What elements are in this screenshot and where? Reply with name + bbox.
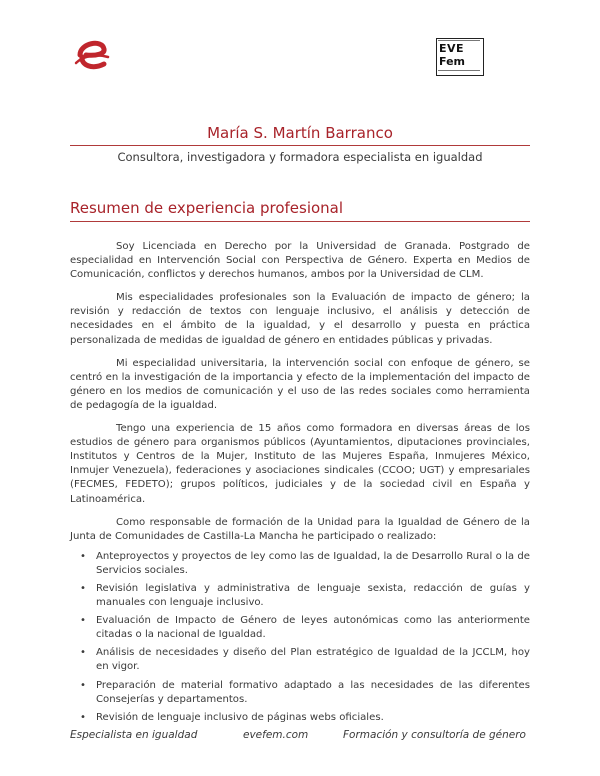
footer-right: Formación y consultoría de género bbox=[343, 729, 526, 741]
list-item bbox=[80, 711, 530, 725]
author-name: María S. Martín Barranco bbox=[207, 124, 393, 142]
document-body bbox=[70, 240, 530, 729]
list-item-text: Revisión legislativa y administrativa de lenguaje sexista, redacción de guías y manuales con lenguaje inclusivo. bbox=[96, 582, 530, 609]
list-item-text: Revisión de lenguaje inclusivo de páginas webs oficiales. bbox=[96, 711, 384, 723]
evefem-logo-eve: EVE bbox=[439, 42, 465, 55]
evefem-logo-topline bbox=[438, 40, 480, 41]
list-item bbox=[80, 550, 530, 578]
title-divider bbox=[70, 145, 530, 146]
bullet-icon: • bbox=[80, 647, 86, 659]
list-item-text: Evaluación de Impacto de Género de leyes autonómicas como las anteriormente citadas o la nacional de Igualdad. bbox=[96, 615, 530, 641]
author-subtitle: Consultora, investigadora y formadora especialista en igualdad bbox=[117, 150, 483, 164]
paragraph: Tengo una experiencia de 15 años como formadora en diversas áreas de los estudios de género para organismos públicos (Ayuntamientos, diputaciones provinciales, Institutos y Centros de la Mujer, Instituto de las Mujeres España, Inmujeres México, Inmujer Venezuela), federaciones y asociaciones sindicales (CCOO; UGT) y empresariales (FECMES, FEDETO); grupos políticos, judiciales y de la sociedad civil en España y Latinoamérica. bbox=[70, 423, 530, 505]
bullet-icon: • bbox=[80, 711, 86, 723]
evefem-logo-fem: Fem bbox=[439, 55, 465, 68]
list-item bbox=[80, 679, 530, 707]
list-item bbox=[80, 614, 530, 642]
footer-left: Especialista en igualdad bbox=[70, 729, 198, 741]
paragraph: Mi especialidad universitaria, la intervención social con enfoque de género, se centró en la investigación de la importancia y efecto de la implementación del impacto de género en los medios de comunicación y el uso de las redes sociales como herramienta de pedagogía de la igualdad. bbox=[70, 357, 530, 411]
e-swirl-logo-icon bbox=[72, 33, 112, 73]
bullet-icon: • bbox=[80, 615, 86, 627]
footer-website[interactable]: evefem.com bbox=[243, 729, 309, 741]
activities-list bbox=[70, 550, 530, 725]
section-divider bbox=[70, 221, 530, 222]
paragraph: Mis especialidades profesionales son la Evaluación de impacto de género; la revisión y redacción de textos con lenguaje inclusivo, el análisis y detección de necesidades en el ámbito de la igualdad, y el desarrollo y puesta en práctica personalizada de medidas de igualdad de género en entidades públicas y privadas. bbox=[70, 292, 530, 346]
section-heading: Resumen de experiencia profesional bbox=[70, 199, 344, 217]
list-item-text: Preparación de material formativo adaptado a las necesidades de las diferentes Consejerías y departamentos. bbox=[96, 679, 530, 705]
bullet-icon: • bbox=[80, 550, 86, 562]
evefem-logo-bottomline bbox=[438, 70, 480, 71]
list-item-text: Análisis de necesidades y diseño del Plan estratégico de Igualdad de la JCCLM, hoy en vigor. bbox=[96, 647, 530, 673]
paragraph: Soy Licenciada en Derecho por la Universidad de Granada. Postgrado de especialidad en Intervención Social con Perspectiva de Género. Experta en Medios de Comunicación, conflictos y derechos humanos, ambos por la Universidad de CLM. bbox=[70, 241, 530, 281]
list-item bbox=[80, 582, 530, 610]
list-item bbox=[80, 646, 530, 674]
evefem-logo bbox=[436, 38, 484, 76]
bullet-icon: • bbox=[80, 582, 86, 594]
list-item-text: Anteproyectos y proyectos de ley como las de Igualdad, la de Desarrollo Rural o la de Servicios sociales. bbox=[96, 550, 530, 576]
paragraph: Como responsable de formación de la Unidad para la Igualdad de Género de la Junta de Comunidades de Castilla-La Mancha he participado o realizado: bbox=[70, 516, 530, 542]
bullet-icon: • bbox=[80, 679, 86, 691]
